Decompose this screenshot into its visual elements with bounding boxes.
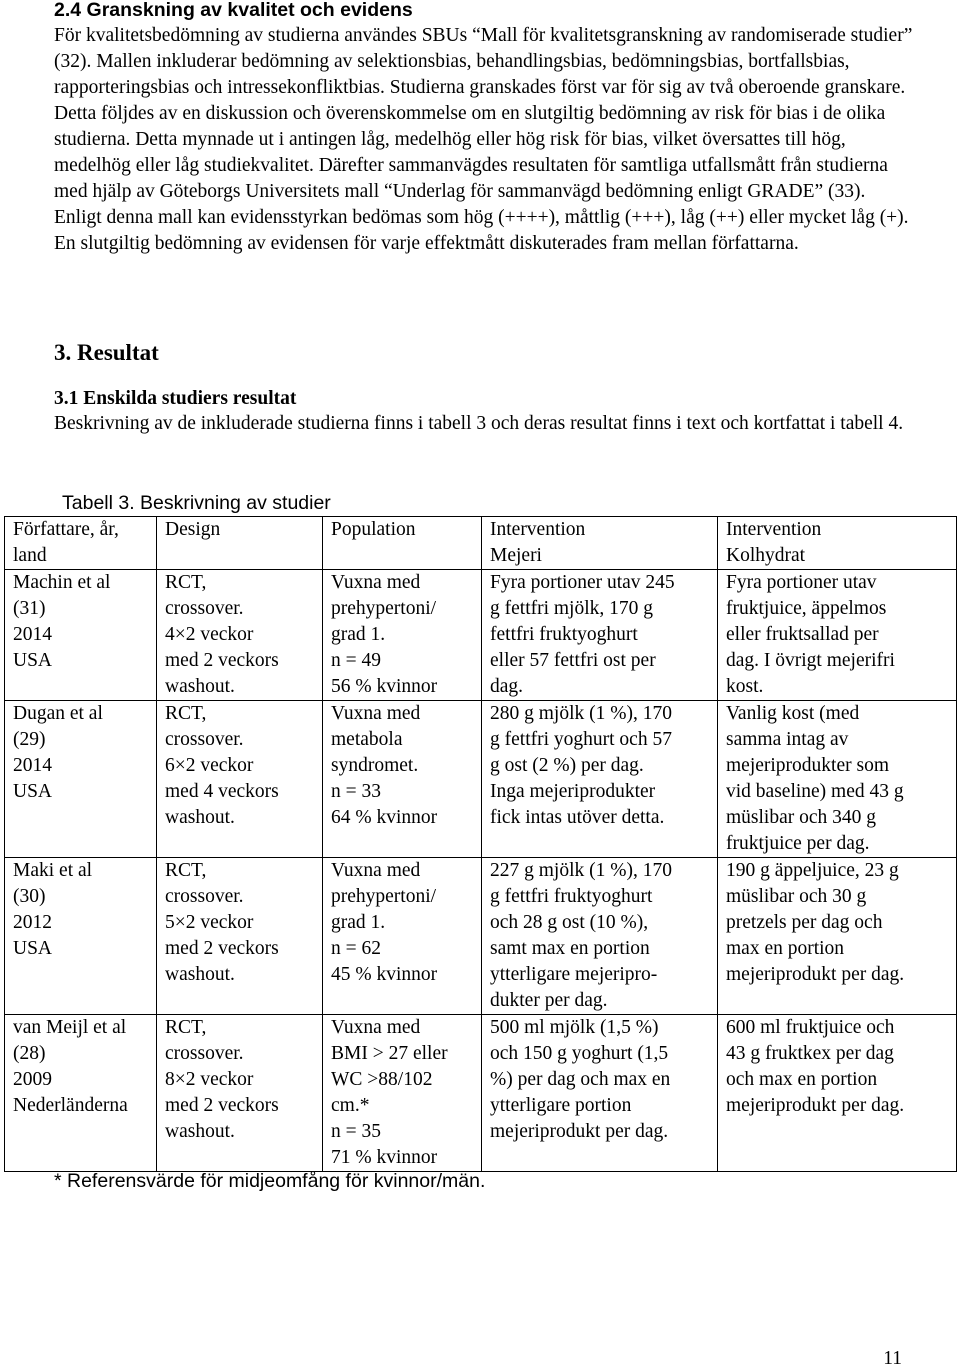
cell-author: Machin et al (31) 2014 USA: [5, 570, 157, 701]
results-heading: 3. Resultat: [54, 340, 159, 365]
header-design: Design: [157, 517, 323, 570]
table-row: [5, 858, 957, 1015]
cell-design: RCT, crossover. 6×2 veckor med 4 veckors washout.: [157, 701, 323, 858]
cell-author: Dugan et al (29) 2014 USA: [5, 701, 157, 858]
cell-design: RCT, crossover. 5×2 veckor med 2 veckors washout.: [157, 858, 323, 1015]
studies-table: [4, 516, 957, 1172]
cell-population: Vuxna med metabola syndromet. n = 33 64 % kvinnor: [323, 701, 482, 858]
results-paragraph: Beskrivning av de inkluderade studierna finns i tabell 3 och deras resultat finns i text och kortfattat i tabell 4.: [54, 413, 904, 434]
cell-intervention-dairy: Fyra portioner utav 245 g fettfri mjölk, 170 g fettfri fruktyoghurt eller 57 fettfri ost per dag.: [482, 570, 718, 701]
cell-population: Vuxna med prehypertoni/ grad 1. n = 49 56 % kvinnor: [323, 570, 482, 701]
header-intervention-carb: Intervention Kolhydrat: [718, 517, 957, 570]
cell-author: van Meijl et al (28) 2009 Nederländerna: [5, 1015, 157, 1172]
cell-intervention-carb: 600 ml fruktjuice och 43 g fruktkex per dag och max en portion mejeriprodukt per dag.: [718, 1015, 957, 1172]
page-number: 11: [883, 1348, 902, 1369]
header-intervention-dairy: Intervention Mejeri: [482, 517, 718, 570]
table-row: [5, 570, 957, 701]
method-paragraph: För kvalitetsbedömning av studierna användes SBUs “Mall för kvalitetsgranskning av randomiserade studier” (32). Mallen inkluderar bedömning av selektionsbias, behandlingsbias, bedömningsbias, bortfallsbias, rapporteringsbias och intressekonfliktbias. Studierna granskades först var för sig av två oberoende granskare. Detta följdes av en diskussion och överenskommelse om en slutgiltig bedömning av risk för bias i de olika studierna. Detta mynnade ut i antingen låg, medelhög eller hög risk för bias, vilket översattes till hög, medelhög eller låg studiekvalitet. Därefter sammanvägdes resultaten för samtliga utfallsmått från studierna med hjälp av Göteborgs Universitets mall “Underlag för sammanvägd bedömning enligt GRADE” (33). Enligt denna mall kan evidensstyrkan bedömas som hög (++++), måttlig (+++), låg (++) eller mycket låg (+). En slutgiltig bedömning av evidensen för varje effektmått diskuterades fram mellan författarna.: [54, 25, 913, 254]
cell-design: RCT, crossover. 8×2 veckor med 2 veckors washout.: [157, 1015, 323, 1172]
table-header-row: [5, 517, 957, 570]
cell-intervention-carb: 190 g äppeljuice, 23 g müslibar och 30 g pretzels per dag och max en portion mejeriprodukt per dag.: [718, 858, 957, 1015]
cell-intervention-dairy: 280 g mjölk (1 %), 170 g fettfri yoghurt och 57 g ost (2 %) per dag. Inga mejeriprodukter fick intas utöver detta.: [482, 701, 718, 858]
header-population: Population: [323, 517, 482, 570]
table-footnote: * Referensvärde för midjeomfång för kvinnor/män.: [54, 1170, 486, 1192]
cell-intervention-carb: Fyra portioner utav fruktjuice, äppelmos eller fruktsallad per dag. I övrigt mejerifri kost.: [718, 570, 957, 701]
cell-intervention-carb: Vanlig kost (med samma intag av mejeriprodukter som vid baseline) med 43 g müslibar och 340 g fruktjuice per dag.: [718, 701, 957, 858]
results-subheading: 3.1 Enskilda studiers resultat: [54, 388, 297, 409]
cell-population: Vuxna med prehypertoni/ grad 1. n = 62 45 % kvinnor: [323, 858, 482, 1015]
cell-intervention-dairy: 227 g mjölk (1 %), 170 g fettfri fruktyoghurt och 28 g ost (10 %), samt max en portion ytterligare mejeripro- dukter per dag.: [482, 858, 718, 1015]
table-caption: Tabell 3. Beskrivning av studier: [62, 492, 331, 514]
cell-author: Maki et al (30) 2012 USA: [5, 858, 157, 1015]
section-heading: 2.4 Granskning av kvalitet och evidens: [54, 0, 413, 21]
table-row: [5, 701, 957, 858]
header-author: Författare, år, land: [5, 517, 157, 570]
table-row: [5, 1015, 957, 1172]
cell-population: Vuxna med BMI > 27 eller WC >88/102 cm.* n = 35 71 % kvinnor: [323, 1015, 482, 1172]
cell-design: RCT, crossover. 4×2 veckor med 2 veckors washout.: [157, 570, 323, 701]
cell-intervention-dairy: 500 ml mjölk (1,5 %) och 150 g yoghurt (1,5 %) per dag och max en ytterligare portion mejeriprodukt per dag.: [482, 1015, 718, 1172]
